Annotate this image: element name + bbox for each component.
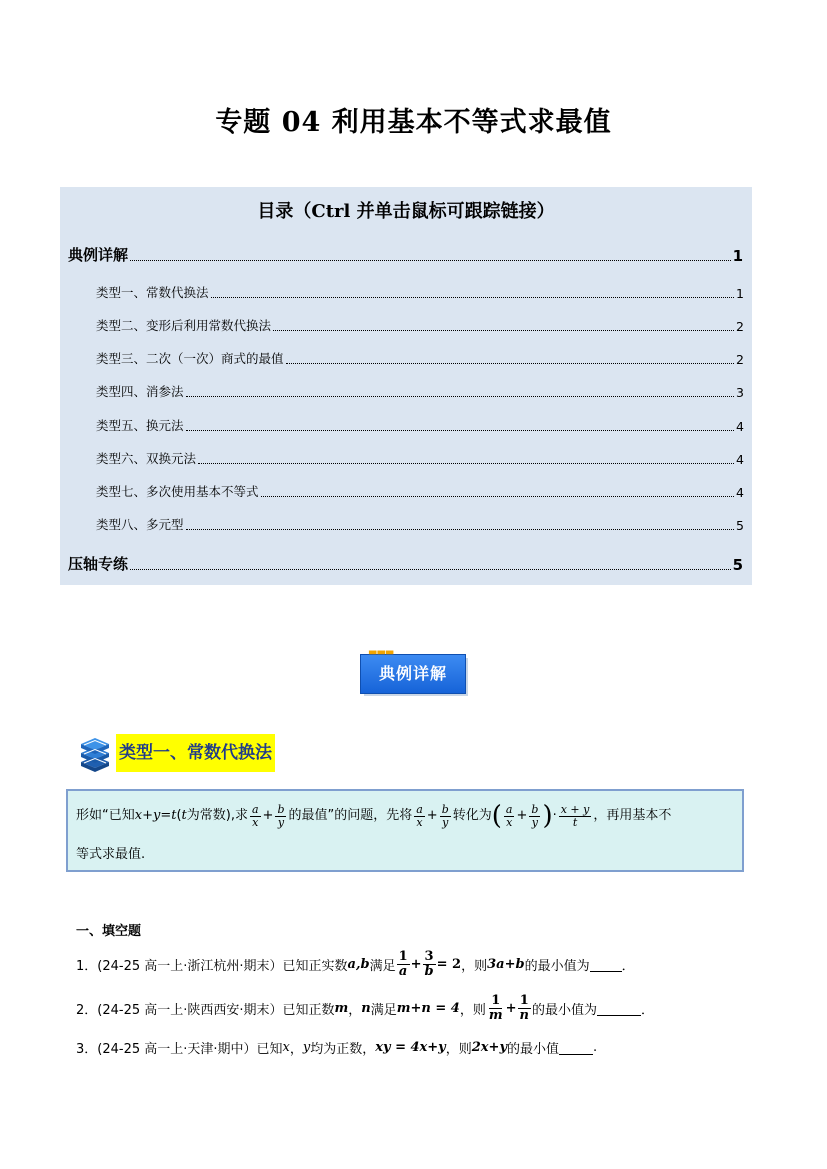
books-icon [78,736,112,772]
method-box [66,789,744,872]
toc-entry-type-5[interactable]: 类型五、换元法 4 [96,418,744,434]
questions-heading: 一、填空题 [76,924,142,939]
question-2: 2．(24-25 高一上·陕西西安·期末）已知正数 m ， n 满足 m+n = 4 ，则 $\frac{1}{m}$ + $\frac{1}{n}$ 的最小值为 ． [76,993,655,1023]
toc-entry-practice[interactable]: 压轴专练 5 [68,555,743,574]
method-line-1: 形如“已知 x+y=t ( t 为常数),求 $\frac{a}{x}$ + $\frac{b}{y}$ 的最值”的问题，先将 $\frac{a}{x}$ + $\frac{b}{y}$ 转化为 ( $\frac{a}{x}$ + $\frac{b}{y}$ ) · $\frac{x + y}{t}$ ，再用基本不 [76,801,672,831]
question-3: 3．(24-25 高一上·天津·期中）已知 x ， y 均为正数， xy = 4x+y ，则 2x+y 的最小值 . [76,1040,598,1057]
answer-blank-2[interactable] [597,1001,641,1016]
toc-entry-type-1[interactable]: 类型一、常数代换法 1 [96,285,744,301]
page-title: 专题 04 利用基本不等式求最值 [215,107,612,138]
toc-entry-type-8[interactable]: 类型八、多元型 5 [96,517,744,533]
method-line-2: 等式求最值. [76,847,146,862]
section-label: 类型一、常数代换法 [116,734,275,772]
toc-entry-type-7[interactable]: 类型七、多次使用基本不等式 4 [96,484,744,500]
toc-entry-type-3[interactable]: 类型三、二次（一次）商式的最值 2 [96,351,744,367]
examples-badge: 典例详解 ▬▬▬ [360,654,466,694]
toc-heading: 目录（Ctrl 并单击鼠标可跟踪链接） [257,201,555,222]
question-1: 1．(24-25 高一上·浙江杭州·期末）已知正实数 a,b 满足 $\frac{1}{a}$ + $\frac{3}{b}$ = 2 ，则 3a+b 的最小值为 ． [76,949,635,979]
toc-entry-type-2[interactable]: 类型二、变形后利用常数代换法 2 [96,318,744,334]
toc-entry-type-6[interactable]: 类型六、双换元法 4 [96,451,744,467]
answer-blank-1[interactable] [590,957,622,972]
table-of-contents [60,187,752,585]
toc-entry-type-4[interactable]: 类型四、消参法 3 [96,384,744,400]
dots-icon: ▬▬▬ [368,647,394,658]
toc-entry-examples[interactable]: 典例详解 1 [68,246,743,265]
answer-blank-3[interactable] [559,1040,593,1055]
